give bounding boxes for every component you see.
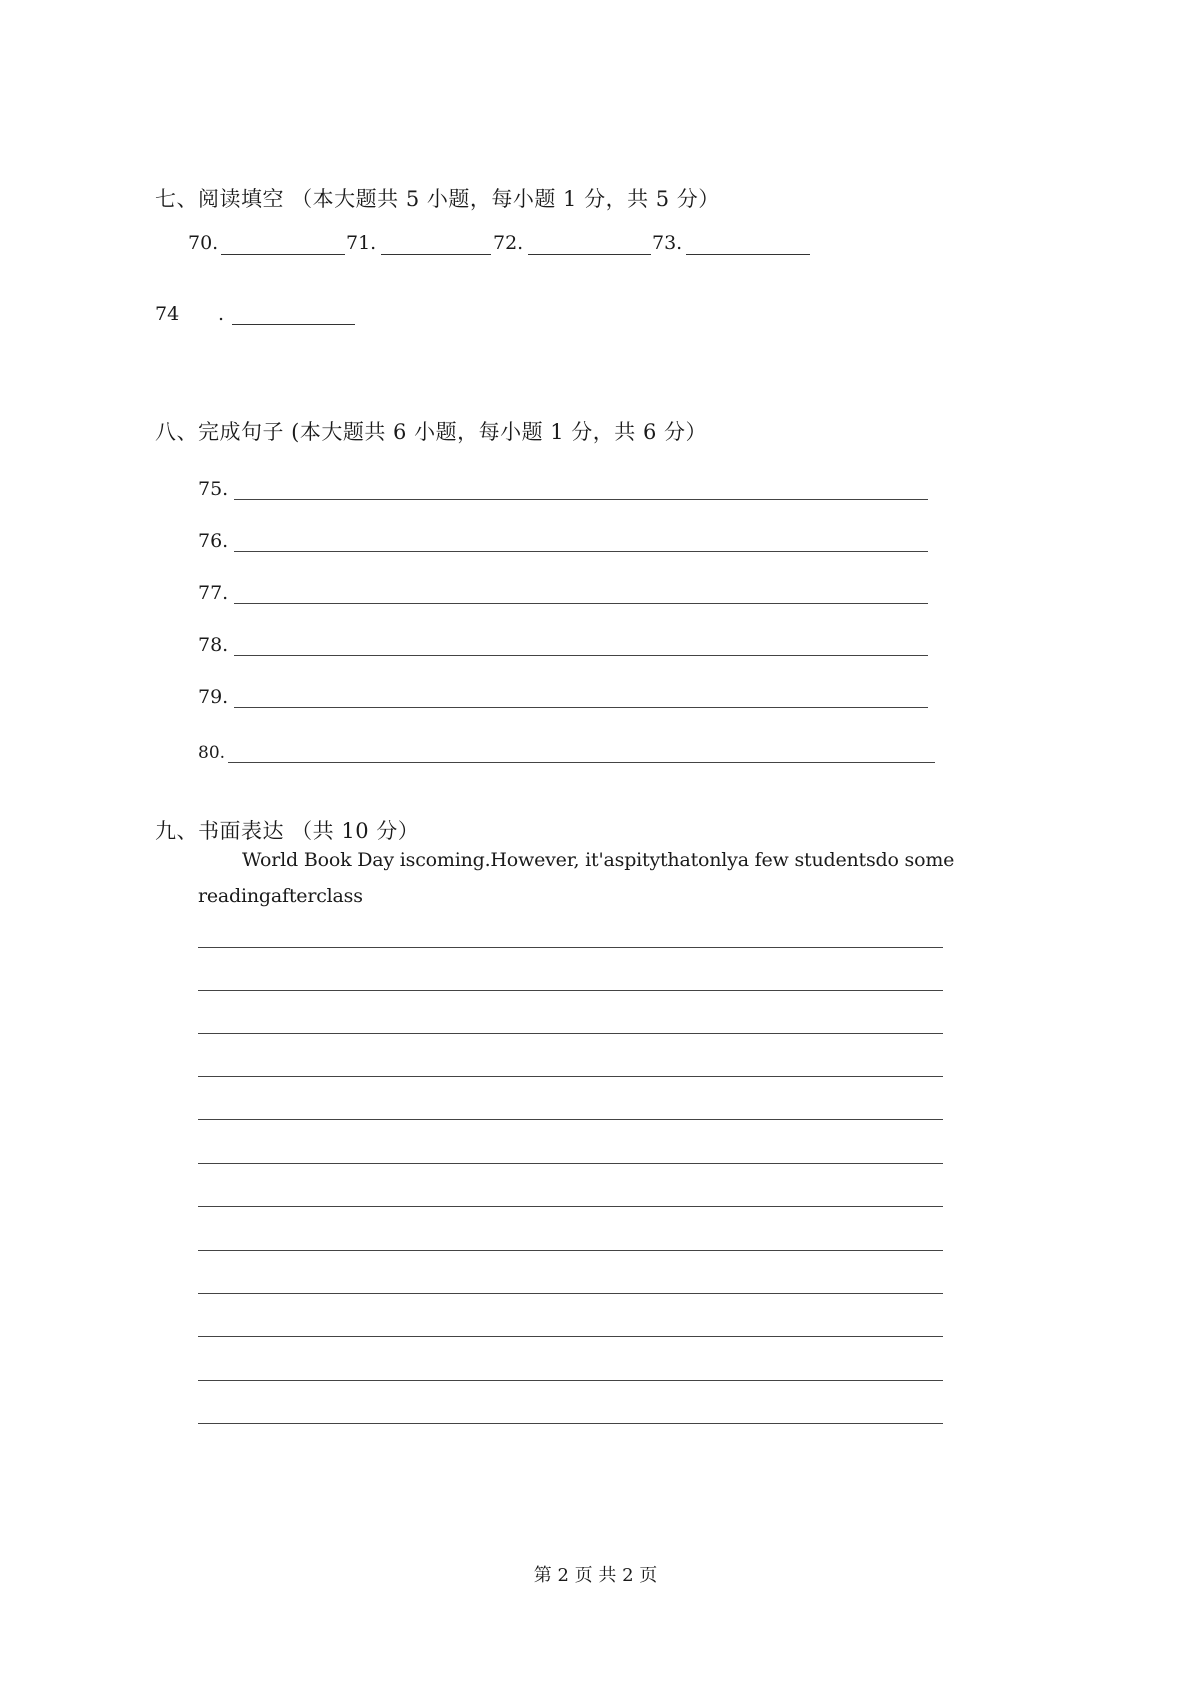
question-75-label: 75. <box>198 478 229 500</box>
question-73-label: 73. <box>652 232 683 254</box>
writing-line-10[interactable] <box>198 1336 943 1337</box>
writing-line-4[interactable] <box>198 1076 943 1077</box>
answer-line-76[interactable] <box>234 551 928 552</box>
question-76-label: 76. <box>198 530 229 552</box>
writing-line-8[interactable] <box>198 1250 943 1251</box>
question-79-label: 79. <box>198 686 229 708</box>
answer-blank-73[interactable] <box>686 253 810 255</box>
writing-prompt-line-1: World Book Day iscoming.However, it'aspitythatonlya few studentsdo some <box>242 849 955 871</box>
answer-line-75[interactable] <box>234 499 928 500</box>
question-71-label: 71. <box>346 232 377 254</box>
answer-blank-70[interactable] <box>221 253 345 255</box>
answer-line-77[interactable] <box>234 603 928 604</box>
question-77-label: 77. <box>198 582 229 604</box>
section-9-heading: 九、书面表达 （共 10 分） <box>155 819 420 843</box>
answer-line-78[interactable] <box>234 655 928 656</box>
answer-line-79[interactable] <box>234 707 928 708</box>
writing-prompt-line-2: readingafterclass <box>198 885 363 907</box>
writing-line-5[interactable] <box>198 1119 943 1120</box>
answer-blank-74[interactable] <box>232 323 355 325</box>
writing-line-12[interactable] <box>198 1423 943 1424</box>
writing-line-11[interactable] <box>198 1380 943 1381</box>
question-72-label: 72. <box>493 232 524 254</box>
answer-blank-72[interactable] <box>528 253 651 255</box>
section-8-heading: 八、完成句子 (本大题共 6 小题，每小题 1 分，共 6 分） <box>155 420 708 444</box>
answer-line-80[interactable] <box>228 762 935 763</box>
page-footer: 第 2 页 共 2 页 <box>533 1565 658 1586</box>
writing-line-9[interactable] <box>198 1293 943 1294</box>
question-74-dot: . <box>218 303 225 325</box>
question-80-label: 80. <box>198 743 226 763</box>
writing-line-3[interactable] <box>198 1033 943 1034</box>
writing-line-1[interactable] <box>198 947 943 948</box>
writing-line-6[interactable] <box>198 1163 943 1164</box>
question-70-label: 70. <box>188 232 219 254</box>
question-78-label: 78. <box>198 634 229 656</box>
answer-blank-71[interactable] <box>381 253 491 255</box>
writing-line-7[interactable] <box>198 1206 943 1207</box>
writing-line-2[interactable] <box>198 990 943 991</box>
section-7-heading: 七、阅读填空 （本大题共 5 小题，每小题 1 分，共 5 分） <box>155 187 720 211</box>
question-74-label: 74 <box>155 303 180 325</box>
